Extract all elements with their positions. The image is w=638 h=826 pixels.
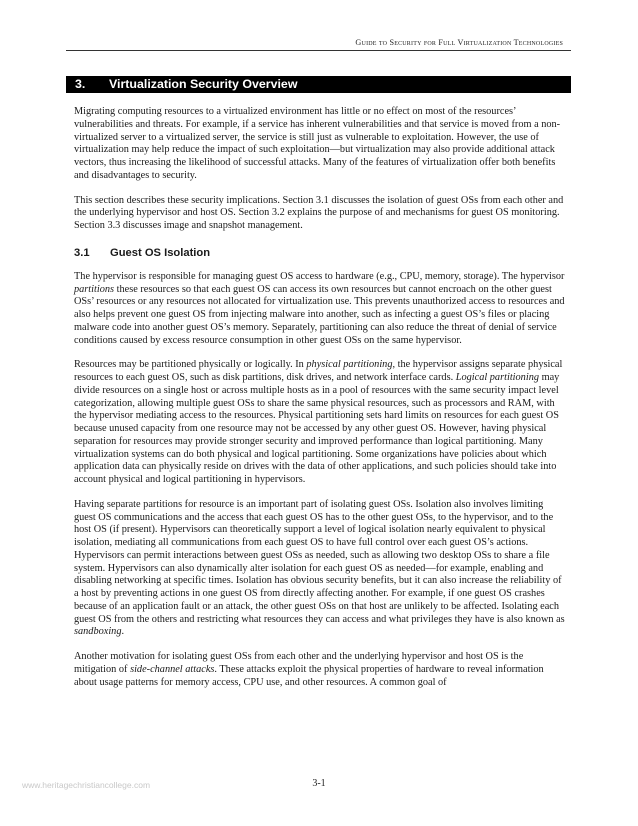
subsection-title: Guest OS Isolation — [110, 246, 211, 259]
p5-text-a: Having separate partitions for resource is an important part of isolating guest OSs. Isolation also involves limiting guest OS communications and the access that each guest OS has to the other guest OSs, to the hypervisor, and to the host OS (if present). Hypervisors can theoretically support a level of logical isolation nearly equivalent to physical isolation, mediating all communications from each guest OS to have full control over each guest OS’s actions. Hypervisors can permit interactions between guest OSs as needed, such as allowing two desktop OSs to share a file system. Hypervisors can also dynamically alter isolation for each guest OS as needed—for example, enabling and disabling networking at specific times. Isolation has obvious security benefits, but it can also increase the reliability of a host by preventing actions in one guest OS from directly affecting another. For example, if one guest OS crashes because of an application fault or an attack, the other guest OSs on that host are unlikely to be affected. Isolating each guest OS from the others and restricting what resources they can access and what privileges they have is also known as — [74, 498, 565, 625]
body-paragraph-side-channel — [66, 651, 571, 689]
p6-text-b: . These attacks exploit the physical properties of hardware to reveal information about usage patterns for memory access, CPU use, and other resources. A common goal of — [74, 663, 544, 688]
p6-text-a: Another motivation for isolating guest OSs from each other and the underlying hypervisor and host OS is the mitigation of — [74, 651, 524, 675]
section-title: Virtualization Security Overview — [109, 77, 298, 91]
section-heading-bar — [66, 76, 571, 93]
p3-text-a: The hypervisor is responsible for managing guest OS access to hardware (e.g., CPU, memory, storage). The hypervisor — [74, 270, 565, 282]
section-number: 3. — [75, 77, 86, 91]
p3-text-b: these resources so that each guest OS can access its own resources but cannot encroach on the other guest OSs’ resources or any resources not allocated for virtualization use. This prevents unauthorized access to resources and also helps prevent one guest OS from injecting malware into another, such as infecting a guest OS’s files or placing malware code into another guest OS’s memory. Separately, partitioning can also reduce the threat of denial of service conditions caused by excess resource consumption in other guest OSs on the same hypervisor. — [74, 283, 565, 346]
p4-text-c: may divide resources on a single host or across multiple hosts as in a pool of resources with the same security impact level categorization, allowing multiple guest OSs to share the same physical resources, such as processors and RAM, with the hypervisor mediating access to the resources. Physical partitioning sets hard limits on resources for each guest OS because unused capacity from one resource may not be accessed by any other guest OS. However, having physical separation for resources may provide stronger security and improved performance than logical partitioning. Many virtualization systems can do both physical and logical partitioning. Some organizations have policies about which application data can physically reside on drives with the data of other applications, and such policies should take into account physical and logical partitioning in hypervisors. — [74, 372, 560, 485]
watermark-text: www.heritagechristiancollege.com — [22, 780, 151, 790]
body-paragraph-hypervisor — [66, 271, 571, 348]
subsection-number: 3.1 — [74, 246, 90, 259]
p5-text-b: . — [121, 626, 125, 638]
body-paragraph-isolation — [66, 499, 571, 639]
page-number: 3-1 — [312, 778, 326, 789]
p3-term-partitions: partitions — [74, 283, 115, 295]
body-paragraph-partitioning — [66, 359, 571, 487]
page-content — [66, 76, 571, 689]
subsection-heading — [66, 247, 571, 259]
p5-term-sandboxing: sandboxing — [74, 626, 122, 638]
intro-paragraph-1: Migrating computing resources to a virtualized environment has little or no effect on most of the resources’ vulnerabilities and threats. For example, if a service has inherent vulnerabilities and that service is moved from a non-virtualized server to a virtualized server, the service is still just as vulnerable to exploitation. However, the use of virtualization may help reduce the impact of such exploitation—but virtualization may also provide additional attack vectors, thus increasing the likelihood of successful attacks. Many of the features of virtualization offer both benefits and disadvantages to security. — [74, 106, 561, 181]
p4-term-physical: physical partitioning — [306, 359, 393, 371]
intro-paragraph-2: This section describes these security implications. Section 3.1 discusses the isolation of guest OSs from each other and the underlying hypervisor and host OS. Section 3.2 explains the purpose of and mechanisms for guest OS monitoring. Section 3.3 discusses image and snapshot management. — [74, 194, 564, 231]
p4-text-a: Resources may be partitioned physically or logically. In — [74, 359, 307, 371]
header-rule — [66, 50, 571, 51]
running-header: Guide to Security for Full Virtualization Technologies — [355, 38, 563, 47]
p6-term-side-channel: side-channel attacks — [130, 663, 215, 675]
p4-text-b: , the hypervisor assigns separate physical resources to each guest OS, such as disk partitions, disk drives, and network interface cards. — [74, 359, 563, 383]
p4-term-logical: Logical partitioning — [455, 372, 539, 383]
